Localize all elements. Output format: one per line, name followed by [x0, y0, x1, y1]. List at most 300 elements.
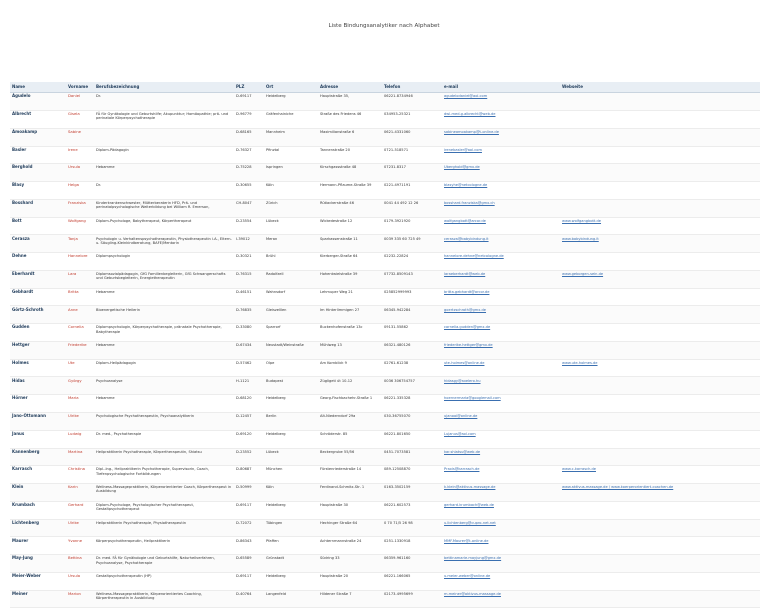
column-header-plz: PLZ: [234, 82, 264, 93]
vorname-cell: Daniel: [66, 93, 94, 111]
adresse-cell: Straße des Friedens 46: [318, 110, 382, 128]
table-row: [10, 93, 760, 111]
plz-cell: H-1121: [234, 377, 264, 395]
vorname-cell: Ute: [66, 359, 94, 377]
email-link[interactable]: goertzschroth@gmx.de: [442, 306, 560, 324]
adresse-cell: Achternmannstraße 24: [318, 537, 382, 555]
beruf-cell: Diplomsozialpädagogin, GfG Familienbegleiterin, GfG Schwangerschafts und Geburtsbegleiterin, Energietherapeutin: [94, 270, 234, 288]
website-link: [560, 501, 760, 519]
vorname-cell: Ludwig: [66, 430, 94, 448]
adresse-cell: Buckenhofenstraße 13c: [318, 324, 382, 342]
website-link: [560, 412, 760, 430]
ort-cell: Brühl: [264, 253, 318, 271]
beruf-cell: Diplom-Psychologe, Babytherapeut, Körpertherapeut: [94, 217, 234, 235]
table-row: [10, 466, 760, 484]
telefon-cell: 0163-3502159: [382, 484, 442, 502]
name-cell: Lichtenberg: [10, 519, 66, 537]
telefon-cell: 06221-801650: [382, 430, 442, 448]
website-link: [560, 537, 760, 555]
vorname-cell: Ulrike: [66, 519, 94, 537]
email-link[interactable]: agudelodaniel@aol.com: [442, 93, 560, 111]
email-link[interactable]: kar.shiatsu@web.de: [442, 448, 560, 466]
vorname-cell: Marion: [66, 590, 94, 608]
vorname-cell: Cornelia: [66, 324, 94, 342]
vorname-cell: Martina: [66, 448, 94, 466]
email-link[interactable]: bettinamarie.mayjung@gmx.de: [442, 555, 560, 573]
website-link[interactable]: www.geborgen-sein.de: [560, 270, 760, 288]
adresse-cell: Hermann-Pflaume-Straße 39: [318, 182, 382, 200]
table-row: [10, 430, 760, 448]
vorname-cell: Karin: [66, 484, 94, 502]
ort-cell: Sparrorf: [264, 324, 318, 342]
website-link[interactable]: www.ute-holmes.de: [560, 359, 760, 377]
adresse-cell: Im Hinterlimmigen 27: [318, 306, 382, 324]
column-header-ort: Ort: [264, 82, 318, 93]
name-cell: Maurer: [10, 537, 66, 555]
table-body: [10, 93, 760, 608]
beruf-cell: Heilpraktikerin Psychotherapie, Körpertherapeutin, Shiatsu: [94, 448, 234, 466]
table-row: [10, 306, 760, 324]
email-link[interactable]: wolfgangbott@arcor.de: [442, 217, 560, 235]
plz-cell: D-40764: [234, 590, 264, 608]
plz-cell: D-75228: [234, 164, 264, 182]
telefon-cell: 089-12508870: [382, 466, 442, 484]
telefon-cell: 0721-518571: [382, 146, 442, 164]
table-row: [10, 501, 760, 519]
website-link: [560, 448, 760, 466]
ort-cell: Heidelberg: [264, 395, 318, 413]
ort-cell: Heidelberg: [264, 572, 318, 590]
website-link: [560, 164, 760, 182]
beruf-cell: Psychologische Psychotherapeutin, Psychoanalytikerin: [94, 412, 234, 430]
column-header-email: e-mail: [442, 82, 560, 93]
plz-cell: D-68120: [234, 395, 264, 413]
ort-cell: Tübingen: [264, 519, 318, 537]
email-link[interactable]: hannelore.dehne@netcologne.de: [442, 253, 560, 271]
adresse-cell: Kierberger-Straße 64: [318, 253, 382, 271]
website-link: [560, 182, 760, 200]
plz-cell: D-46151: [234, 288, 264, 306]
table-row: [10, 182, 760, 200]
adresse-cell: Am Kornblick 9: [318, 359, 382, 377]
plz-cell: D-69117: [234, 93, 264, 111]
website-link: [560, 146, 760, 164]
table-row: [10, 128, 760, 146]
adresse-cell: Lehmuper Weg 21: [318, 288, 382, 306]
website-link: [560, 93, 760, 111]
ort-cell: München: [264, 466, 318, 484]
table-row: [10, 377, 760, 395]
beruf-cell: Hebamme: [94, 288, 234, 306]
name-cell: Gudden: [10, 324, 66, 342]
email-link[interactable]: irenebasler@aol.com: [442, 146, 560, 164]
vorname-cell: Hannelore: [66, 253, 94, 271]
email-link[interactable]: gerhard.krumbach@web.de: [442, 501, 560, 519]
column-header-vorname: Vorname: [66, 82, 94, 93]
name-cell: Cerasza: [10, 235, 66, 253]
telefon-cell: 06345-942284: [382, 306, 442, 324]
email-link[interactable]: Uberghold@gmx.de: [442, 164, 560, 182]
beruf-cell: Diplompsychologin, Körperpsychotherapie, pränatale Psychotherapie, Babytherapie: [94, 324, 234, 342]
name-cell: May-Jung: [10, 555, 66, 573]
vorname-cell: Christina: [66, 466, 94, 484]
telefon-cell: 030-36755070: [382, 412, 442, 430]
plz-cell: D-23552: [234, 448, 264, 466]
column-header-name: Name: [10, 82, 66, 93]
plz-cell: D-76315: [234, 270, 264, 288]
website-link: [560, 199, 760, 217]
adresse-cell: Zúgligeti út 10-12: [318, 377, 382, 395]
plz-cell: D-30321: [234, 253, 264, 271]
email-link[interactable]: k.klein@aktivus-massage.de: [442, 484, 560, 502]
website-link[interactable]: www.c-karrasch.de: [560, 466, 760, 484]
ort-cell: Langenfeld: [264, 590, 318, 608]
ort-cell: Pfaffen: [264, 537, 318, 555]
name-cell: Agudelo: [10, 93, 66, 111]
adresse-cell: Fürstenriederstraße 14: [318, 466, 382, 484]
name-cell: Meiner: [10, 590, 66, 608]
plz-cell: D-76835: [234, 306, 264, 324]
website-link[interactable]: www.aktivus-massage.de / www.koerperorientiert-coachen.de: [560, 484, 760, 502]
vorname-cell: Irene: [66, 146, 94, 164]
table-row: [10, 235, 760, 253]
telefon-cell: 06221-8734946: [382, 93, 442, 111]
telefon-cell: 025852999993: [382, 288, 442, 306]
vorname-cell: Sabine: [66, 128, 94, 146]
plz-cell: D-65589: [234, 555, 264, 573]
email-link[interactable]: britta.gebhardt@arcor.de: [442, 288, 560, 306]
website-link: [560, 253, 760, 271]
ort-cell: Zürich: [264, 199, 318, 217]
beruf-cell: FÄ für Gynäkologie und Geburtshilfe; Akupunktur; Homöopathie; prä- und perinatale Körperpsychotherapie: [94, 110, 234, 128]
table-row: [10, 519, 760, 537]
table-row: [10, 270, 760, 288]
plz-cell: D-33080: [234, 324, 264, 342]
email-link[interactable]: ujanooi@online.de: [442, 412, 560, 430]
telefon-cell: 02173-4995699: [382, 590, 442, 608]
adresse-cell: Hauptstraße 30: [318, 501, 382, 519]
website-link: [560, 306, 760, 324]
plz-cell: D-23554: [234, 217, 264, 235]
table-row: [10, 590, 760, 608]
adresse-cell: Schröderstr. 85: [318, 430, 382, 448]
beruf-cell: Psychologin u. Verhaltenspsychotherapeutin, Physiotherapeutin i.A., Eltern- u. Säugling-Kleinkindberatung, BAFE/Mentorin: [94, 235, 234, 253]
email-link[interactable]: laraeberhardt@web.de: [442, 270, 560, 288]
telefon-cell: 0 70 71/5 26 98: [382, 519, 442, 537]
plz-cell: D-69120: [234, 430, 264, 448]
beruf-cell: Dr. med. FÄ für Gynäkologie und Geburtshilfe, Naturheilverfahren, Psychoanalyse, Psychotherapie: [94, 555, 234, 573]
adresse-cell: Alt-Niederndorf 29a: [318, 412, 382, 430]
beruf-cell: Hebamme: [94, 395, 234, 413]
name-cell: Dehne: [10, 253, 66, 271]
plz-cell: D-68165: [234, 128, 264, 146]
email-link[interactable]: MMF.Maurer@t-online.de: [442, 537, 560, 555]
ort-cell: Ispringen: [264, 164, 318, 182]
email-link[interactable]: hoernermaria@googlemail.com: [442, 395, 560, 413]
adresse-cell: Hechinger Straße 64: [318, 519, 382, 537]
name-cell: Hídas: [10, 377, 66, 395]
name-cell: Amoakamp: [10, 128, 66, 146]
table-row: [10, 572, 760, 590]
website-link: [560, 288, 760, 306]
plz-cell: D-67434: [234, 341, 264, 359]
table-row: [10, 359, 760, 377]
vorname-cell: György: [66, 377, 94, 395]
beruf-cell: Dr. med., Psychotherapie: [94, 430, 234, 448]
ort-cell: Mannheim: [264, 128, 318, 146]
table-row: [10, 448, 760, 466]
vorname-cell: Friederike: [66, 341, 94, 359]
website-link: [560, 324, 760, 342]
ort-cell: Neustadt/Weinstraße: [264, 341, 318, 359]
beruf-cell: Dr.: [94, 93, 234, 111]
name-cell: Basler: [10, 146, 66, 164]
telefon-cell: 0041 44 492 12 26: [382, 199, 442, 217]
beruf-cell: Bioenergetische Heilerin: [94, 306, 234, 324]
email-link[interactable]: u.lichtenberg@cupro-net.net: [442, 519, 560, 537]
name-cell: Albrecht: [10, 110, 66, 128]
plz-cell: D-80687: [234, 466, 264, 484]
email-link[interactable]: u.meier-weber@online.de: [442, 572, 560, 590]
vorname-cell: Ursula: [66, 572, 94, 590]
plz-cell: D-50999: [234, 484, 264, 502]
table-row: [10, 253, 760, 271]
table-row: [10, 537, 760, 555]
beruf-cell: Heilpraktikerin Psychotherapie, Physiotherapeutin: [94, 519, 234, 537]
name-cell: Janus: [10, 430, 66, 448]
telefon-cell: 02232-22824: [382, 253, 442, 271]
name-cell: Berghold: [10, 164, 66, 182]
ort-cell: Köln: [264, 182, 318, 200]
adresse-cell: Hildener Straße 7: [318, 590, 382, 608]
website-link: [560, 341, 760, 359]
plz-cell: D-57462: [234, 359, 264, 377]
beruf-cell: Wellness-Massagepraktikerin, Körperorientierter Coach, Körpertherapeut in Ausbildung: [94, 484, 234, 502]
vorname-cell: Maria: [66, 395, 94, 413]
adresse-cell: Wickedestraße 12: [318, 217, 382, 235]
table-row: [10, 395, 760, 413]
beruf-cell: Hebamme: [94, 164, 234, 182]
ort-cell: Gleiszelllen: [264, 306, 318, 324]
table-row: [10, 555, 760, 573]
website-link: [560, 590, 760, 608]
website-link: [560, 110, 760, 128]
telefon-cell: 07231-8317: [382, 164, 442, 182]
beruf-cell: Diplom-Pädagogin: [94, 146, 234, 164]
vorname-cell: Franziska: [66, 199, 94, 217]
ort-cell: Olpe: [264, 359, 318, 377]
ort-cell: Budapest: [264, 377, 318, 395]
name-cell: Kannenberg: [10, 448, 66, 466]
email-link[interactable]: blasyhe@netcologne.de: [442, 182, 560, 200]
vorname-cell: Lara: [66, 270, 94, 288]
table-row: [10, 164, 760, 182]
adresse-cell: Sparkassenstraße 11: [318, 235, 382, 253]
email-link[interactable]: cerasza@babybindung.it: [442, 235, 560, 253]
telefon-cell: 06221-602573: [382, 501, 442, 519]
ort-cell: Grünstadt: [264, 555, 318, 573]
email-link[interactable]: sabineamoakamp@t-online.de: [442, 128, 560, 146]
name-cell: Jano-Ottomann: [10, 412, 66, 430]
beruf-cell: Diplom-Psychologe, Psychologischer Psychotherapeut, Gestaltpsychotherapeut: [94, 501, 234, 519]
column-header-adresse: Adresse: [318, 82, 382, 93]
name-cell: Hörner: [10, 395, 66, 413]
name-cell: Bosshard: [10, 199, 66, 217]
email-link[interactable]: m.meiner@aktivus-massage.de: [442, 590, 560, 608]
name-cell: Eberhardt: [10, 270, 66, 288]
beruf-cell: Wellness-Massagepraktikerin, Körperorientiertes Coaching, Körpertherapeutin in Ausbildung: [94, 590, 234, 608]
telefon-cell: 02761-61238: [382, 359, 442, 377]
ort-cell: Radolfzell: [264, 270, 318, 288]
email-link[interactable]: Praxis@karrasch.de: [442, 466, 560, 484]
vorname-cell: Helga: [66, 182, 94, 200]
beruf-cell: Diplom-Heilpädagogin: [94, 359, 234, 377]
telefon-cell: 06221-335328: [382, 395, 442, 413]
website-link[interactable]: www.babybindung.it: [560, 235, 760, 253]
telefon-cell: 06359-961160: [382, 555, 442, 573]
email-link[interactable]: hidasgy@axelero.hu: [442, 377, 560, 395]
plz-cell: D-96779: [234, 110, 264, 128]
adresse-cell: Tannenstraße 20: [318, 146, 382, 164]
table-row: [10, 484, 760, 502]
telefon-cell: 034953-25321: [382, 110, 442, 128]
table-row: [10, 288, 760, 306]
adresse-cell: Hauptstraße 35,: [318, 93, 382, 111]
vorname-cell: Ursula: [66, 164, 94, 182]
name-cell: Blasy: [10, 182, 66, 200]
header-row: [10, 82, 760, 93]
ort-cell: Köln: [264, 484, 318, 502]
adresse-cell: Georg-Fischbachehr-Straße 1: [318, 395, 382, 413]
website-link: [560, 395, 760, 413]
telefon-cell: 07732-8509143: [382, 270, 442, 288]
plz-cell: D-30655: [234, 182, 264, 200]
beruf-cell: [94, 128, 234, 146]
plz-cell: D-69117: [234, 572, 264, 590]
table-row: [10, 412, 760, 430]
ort-cell: Lübeck: [264, 448, 318, 466]
ort-cell: Lübeck: [264, 217, 318, 235]
adresse-cell: Südring 33: [318, 555, 382, 573]
beruf-cell: Hebamme: [94, 341, 234, 359]
beruf-cell: Psychoanalyse: [94, 377, 234, 395]
plz-cell: D-72072: [234, 519, 264, 537]
adresse-cell: Maximilianstraße 6: [318, 128, 382, 146]
telefon-cell: 0251-1330918: [382, 537, 442, 555]
adresse-cell: Rütiackerstraße 46: [318, 199, 382, 217]
website-link: [560, 377, 760, 395]
vorname-cell: Wolfgang: [66, 217, 94, 235]
directory-table: [10, 82, 760, 608]
ort-cell: Gräfenhainiche: [264, 110, 318, 128]
name-cell: Klein: [10, 484, 66, 502]
table-row: [10, 217, 760, 235]
adresse-cell: Kirschgassstraße 48: [318, 164, 382, 182]
telefon-cell: 0179-3921920: [382, 217, 442, 235]
ort-cell: Heidelberg: [264, 93, 318, 111]
ort-cell: Heidelberg: [264, 430, 318, 448]
telefon-cell: 0621-4331060: [382, 128, 442, 146]
name-cell: Bott: [10, 217, 66, 235]
vorname-cell: Bettina: [66, 555, 94, 573]
email-link[interactable]: ute-holmes@online.de: [442, 359, 560, 377]
telefon-cell: 06321-480126: [382, 341, 442, 359]
plz-cell: CH-8047: [234, 199, 264, 217]
website-link: [560, 519, 760, 537]
name-cell: Meier-Weber: [10, 572, 66, 590]
beruf-cell: Diplompsychologin: [94, 253, 234, 271]
ort-cell: Wahnsdorf: [264, 288, 318, 306]
plz-cell: D-69117: [234, 501, 264, 519]
adresse-cell: Beckergrube 55/56: [318, 448, 382, 466]
beruf-cell: Gestaltpsychotherapeutin (HP): [94, 572, 234, 590]
website-link[interactable]: www.wolfgangbott.de: [560, 217, 760, 235]
name-cell: Krumbach: [10, 501, 66, 519]
website-link: [560, 555, 760, 573]
ort-cell: Meran: [264, 235, 318, 253]
website-link: [560, 128, 760, 146]
vorname-cell: Ulrike: [66, 412, 94, 430]
telefon-cell: 0039 335 60 725 49: [382, 235, 442, 253]
email-link[interactable]: bosshard.franziska@gmx.ch: [442, 199, 560, 217]
vorname-cell: Anne: [66, 306, 94, 324]
beruf-cell: Dr.: [94, 182, 234, 200]
document-title: Liste Bindungsanalytiker nach Alphabet: [328, 23, 440, 29]
plz-cell: D-76327: [234, 146, 264, 164]
email-link[interactable]: Lujanus@aol.com: [442, 430, 560, 448]
telefon-cell: 0221-4971191: [382, 182, 442, 200]
table-row: [10, 146, 760, 164]
plz-cell: I-39012: [234, 235, 264, 253]
email-link[interactable]: cornelia.gudden@gmx.de: [442, 324, 560, 342]
website-link: [560, 430, 760, 448]
plz-cell: D-12457: [234, 412, 264, 430]
telefon-cell: 0036 306754757: [382, 377, 442, 395]
vorname-cell: Yvonne: [66, 537, 94, 555]
table-row: [10, 341, 760, 359]
table-row: [10, 199, 760, 217]
name-cell: Karrasch: [10, 466, 66, 484]
adresse-cell: Hohentwielstraße 39: [318, 270, 382, 288]
adresse-cell: Ferdinand-Schmitz-Str. 1: [318, 484, 382, 502]
telefon-cell: 06221-166065: [382, 572, 442, 590]
adresse-cell: Mühlweg 13: [318, 341, 382, 359]
name-cell: Hettger: [10, 341, 66, 359]
adresse-cell: Hauptstraße 20: [318, 572, 382, 590]
table-row: [10, 324, 760, 342]
name-cell: Gebhardt: [10, 288, 66, 306]
telefon-cell: 0451-7073581: [382, 448, 442, 466]
vorname-cell: Gerhard: [66, 501, 94, 519]
column-header-beruf: Berufsbezeichnung: [94, 82, 234, 93]
ort-cell: Pfinztal: [264, 146, 318, 164]
telefon-cell: 09131-55862: [382, 324, 442, 342]
vorname-cell: Britta: [66, 288, 94, 306]
column-header-webseite: Webseite: [560, 82, 760, 93]
vorname-cell: Gisela: [66, 110, 94, 128]
website-link: [560, 572, 760, 590]
column-header-telefon: Telefon: [382, 82, 442, 93]
ort-cell: Heidelberg: [264, 501, 318, 519]
plz-cell: D-86343: [234, 537, 264, 555]
table-row: [10, 110, 760, 128]
email-link[interactable]: dwl-med.g.albrecht@web.de: [442, 110, 560, 128]
beruf-cell: Kinderkrankenschwester, Mütterberaterin HFD, Prä- und perinatalpsychologische Weiterbildung bei William R. Emerson,: [94, 199, 234, 217]
beruf-cell: Dipl.-Ing., Heilpraktikerin Psychotherapie, Supervisorin, Coach, Tiefenpsychologische Fortbildungen: [94, 466, 234, 484]
ort-cell: Berlin: [264, 412, 318, 430]
email-link[interactable]: friederike.hettger@gmx.de: [442, 341, 560, 359]
name-cell: Görtz-Schroth: [10, 306, 66, 324]
